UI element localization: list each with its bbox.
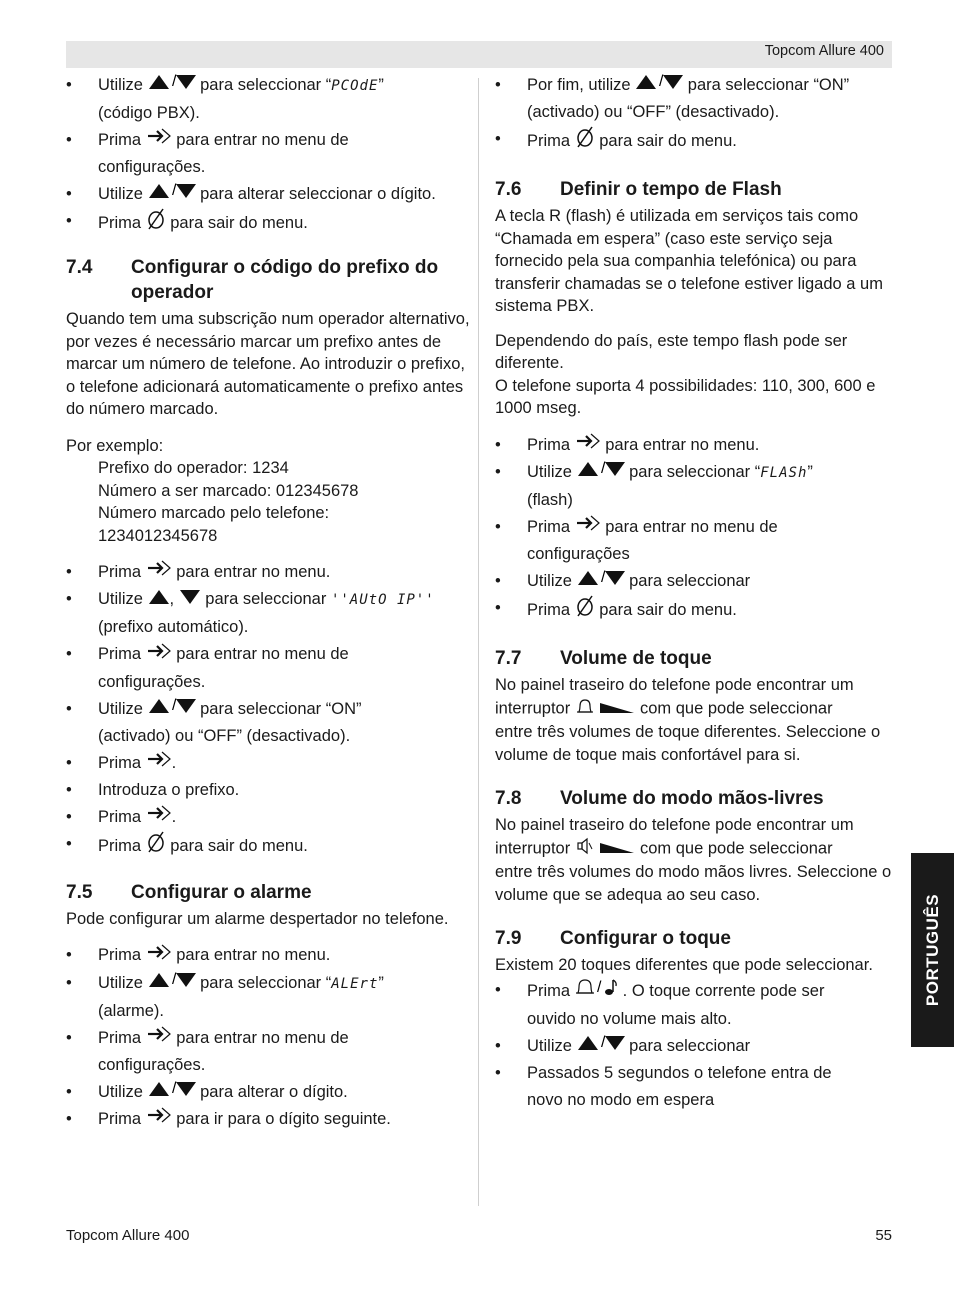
section-7-5-heading: 7.5 Configurar o alarme (66, 881, 312, 903)
bell-icon (575, 697, 595, 722)
list-item: • Prima para ir para o dígito seguinte. (66, 1106, 471, 1133)
svg-text:/: / (596, 978, 602, 996)
section-7-6-body-2: Dependendo do país, este tempo flash pode ser diferente. (495, 331, 848, 373)
svg-text:/: / (171, 182, 176, 200)
enter-key-icon (146, 1025, 172, 1052)
volume-wedge-icon (599, 698, 635, 721)
list-item: • Prima para entrar no menu. (66, 559, 471, 586)
list-item: • Prima para entrar no menu de configurações. (66, 641, 471, 695)
bell-note-icon (575, 977, 623, 1006)
intro-steps-left (66, 72, 471, 239)
section-7-6-heading: 7.6 Definir o tempo de Flash (495, 179, 782, 201)
list-item: • Introduza o prefixo. (66, 780, 240, 799)
language-tab-label: PORTUGUÊS (922, 893, 942, 1007)
exit-key-icon (146, 208, 166, 239)
up-down-arrows-icon (148, 1079, 196, 1106)
up-down-arrows-icon (635, 72, 683, 99)
svg-text:/: / (171, 1079, 176, 1097)
volume-wedge-icon (599, 838, 635, 861)
column-divider (478, 78, 479, 1206)
enter-key-icon (146, 559, 172, 586)
down-arrow-icon (179, 587, 201, 614)
list-item: • Utilize , para seleccionar ''AUtO IP'' (prefixo automático). (66, 586, 471, 641)
section-7-6-body-3: O telefone suporta 4 possibilidades: 110, 300, 600 e 1000 mseg. (495, 376, 876, 418)
list-item: • Prima para sair do menu. (495, 595, 895, 626)
section-7-5-steps (66, 942, 471, 1133)
list-item: • Prima para entrar no menu de configurações. (66, 127, 471, 181)
list-item: • Prima . (66, 804, 471, 831)
list-item: • Por fim, utilize / para seleccionar “ON” (activado) ou “OFF” (desactivado). (495, 73, 850, 122)
enter-key-icon (575, 514, 601, 541)
enter-key-icon (146, 127, 172, 154)
list-item: • Utilize / para seleccionar “FLASh” (flash) (495, 459, 813, 509)
svg-text:/: / (600, 569, 605, 587)
enter-key-icon (575, 432, 601, 459)
enter-key-icon (146, 804, 172, 831)
section-7-8-heading: 7.8 Volume do modo mãos-livres (495, 788, 824, 810)
up-down-arrows-icon (148, 696, 196, 723)
list-item: • Prima para sair do menu. (66, 831, 471, 862)
svg-text:/: / (171, 73, 176, 91)
section-7-9-heading: 7.9 Configurar o toque (495, 928, 731, 950)
list-item: • Prima para entrar no menu de configurações. (66, 1025, 471, 1079)
section-7-6-body-1: A tecla R (flash) é utilizada em serviços tais como “Chamada em espera” (caso este serviço seja fornecido pela sua companhia telefónica) ou para transferir chamadas se o telefone estiver ligado a um sistema PBX. (495, 207, 883, 316)
section-7-9-body: Existem 20 toques diferentes que pode seleccionar. (495, 956, 873, 975)
list-item: • Prima para sair do menu. (66, 208, 471, 239)
language-tab (911, 853, 954, 1047)
up-down-arrows-icon (577, 459, 625, 486)
list-item: • Prima para entrar no menu. (66, 942, 471, 969)
list-item: • Utilize / para alterar seleccionar o dígito. (66, 181, 471, 208)
exit-key-icon (575, 595, 595, 626)
up-down-arrows-icon (577, 1033, 625, 1060)
section-7-8-body: No painel traseiro do telefone pode encontrar um interruptor com que pode seleccionar entre três volumes do modo mãos livres. Seleccione o volume que se adequa ao seu caso. (495, 816, 892, 904)
example-label: Por exemplo: (66, 436, 164, 455)
list-item: • Prima para entrar no menu. (495, 432, 895, 459)
up-down-arrows-icon (148, 970, 196, 997)
page-number: 55 (875, 1227, 892, 1244)
list-item: • Prima . (66, 750, 471, 777)
left-column (66, 72, 471, 1133)
list-item: • Passados 5 segundos o telefone entra de novo no modo em espera (495, 1063, 832, 1109)
section-7-7-heading: 7.7 Volume de toque (495, 648, 712, 670)
up-down-arrows-icon (148, 181, 196, 208)
list-item: • Prima para entrar no menu de configurações (495, 514, 895, 568)
exit-key-icon (575, 126, 595, 157)
section-7-7-body: No painel traseiro do telefone pode encontrar um interruptor com que pode seleccionar entre três volumes de toque diferentes. Seleccione o volume de toque mais confortável para si. (495, 676, 881, 764)
up-arrow-icon (148, 587, 170, 614)
svg-text:/: / (171, 970, 176, 988)
footer-title: Topcom Allure 400 (66, 1227, 190, 1244)
list-item: • Utilize / para seleccionar “ON” (activado) ou “OFF” (desactivado). (66, 696, 362, 745)
list-item: • Prima / . O toque corrente pode ser ouvido no volume mais alto. (495, 978, 825, 1028)
enter-key-icon (146, 642, 172, 669)
svg-text:/: / (600, 459, 605, 477)
exit-key-icon (146, 831, 166, 862)
list-item: • Utilize / para seleccionar “PCOdE” (código PBX). (66, 73, 384, 122)
list-item: • Prima para sair do menu. (495, 126, 895, 157)
list-item: • Utilize / para seleccionar “ALErt” (alarme). (66, 970, 384, 1020)
enter-key-icon (146, 750, 172, 777)
list-item: • Utilize / para alterar o dígito. (66, 1079, 471, 1106)
example-lines: Prefixo do operador: 1234 Número a ser marcado: 012345678 Número marcado pelo telefone: 1234012345678 (98, 459, 359, 545)
enter-key-icon (146, 943, 172, 970)
svg-text:/: / (659, 73, 664, 91)
intro-steps-right (495, 72, 895, 157)
speaker-icon (575, 837, 595, 862)
enter-key-icon (146, 1106, 172, 1133)
list-item: • Utilize / para seleccionar (495, 1033, 895, 1060)
section-7-9-steps (495, 977, 895, 1114)
section-7-4-heading: 7.4 Configurar o código do prefixo do operador (66, 257, 439, 304)
header-title: Topcom Allure 400 (764, 43, 884, 59)
section-7-4-body: Quando tem uma subscrição num operador alternativo, por vezes é necessário marcar um prefixo antes de marcar um número de telefone. Ao introduzir o prefixo, o telefone adicionará automaticamente o prefixo antes do número marcado. (66, 310, 470, 419)
section-7-4-steps (66, 559, 471, 862)
header-bar (66, 41, 892, 68)
svg-text:/: / (600, 1033, 605, 1051)
right-column (495, 72, 895, 1114)
section-7-5-body: Pode configurar um alarme despertador no telefone. (66, 909, 449, 928)
up-down-arrows-icon (577, 568, 625, 595)
section-7-6-steps (495, 432, 895, 626)
list-item: • Utilize / para seleccionar (495, 568, 895, 595)
up-down-arrows-icon (148, 72, 196, 99)
svg-text:/: / (171, 696, 176, 714)
